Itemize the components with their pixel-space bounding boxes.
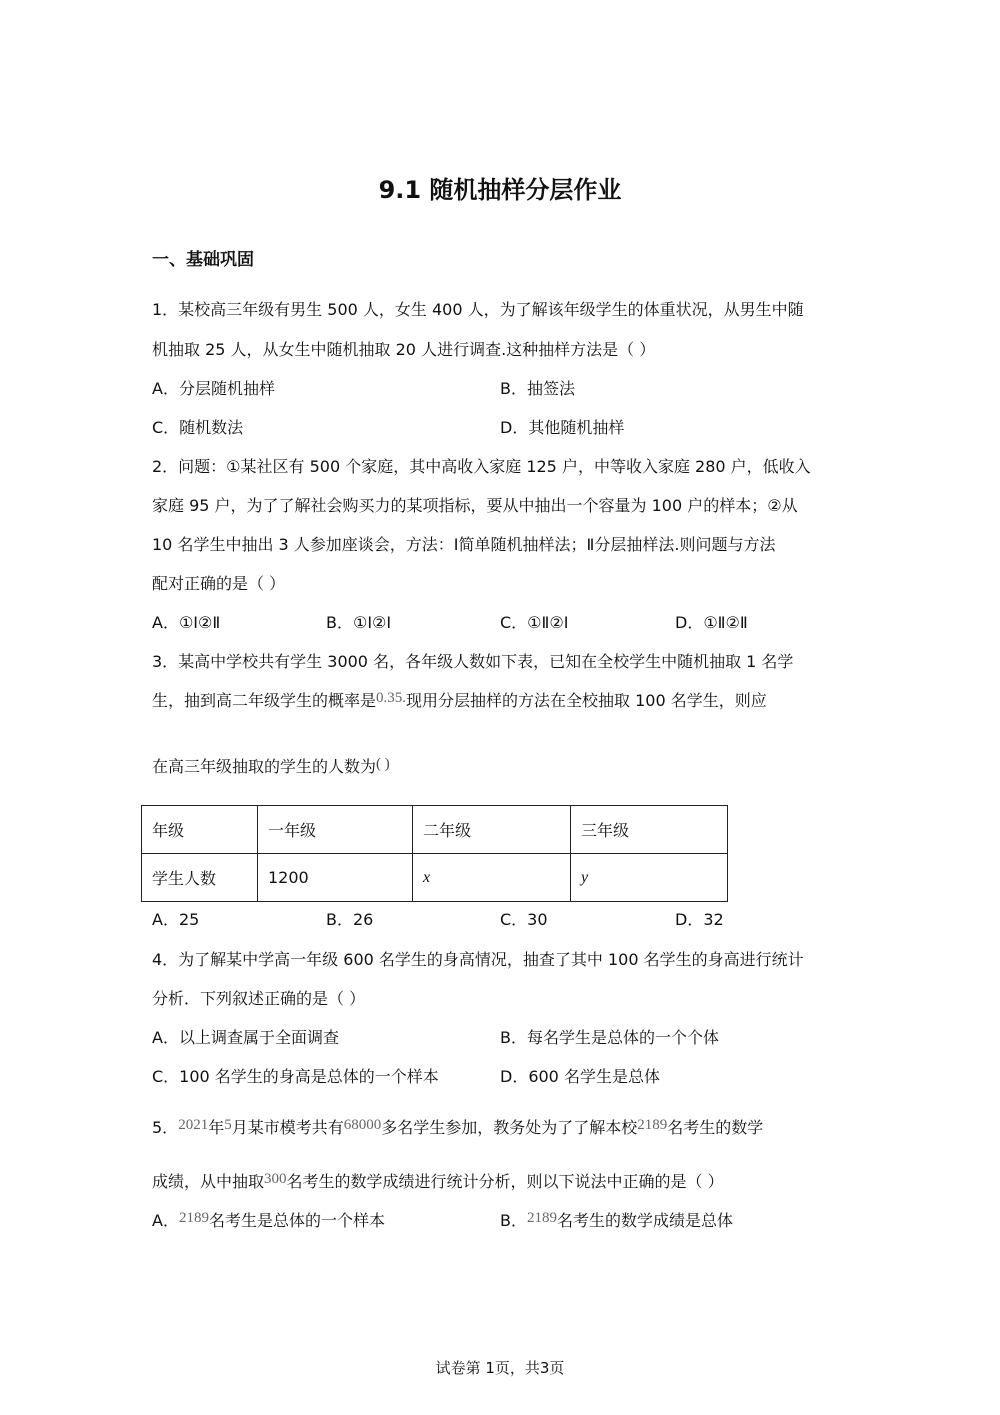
- q3-stem-line1: 3．某高中学校共有学生 3000 名，各年级人数如下表，已知在全校学生中随机抽取 1 名学: [152, 652, 794, 671]
- q5-count: 68000: [343, 1117, 382, 1133]
- section-heading: 一、基础巩固: [152, 250, 254, 270]
- table-header-row: [142, 806, 728, 854]
- q4-stem-line1: 4．为了解某中学高一年级 600 名学生的身高情况，抽查了其中 100 名学生的身高进行统计: [152, 950, 804, 969]
- q3-option-c: C．30: [500, 910, 548, 929]
- q4-option-b: B．每名学生是总体的一个个体: [500, 1028, 719, 1047]
- q5-stem-line2: [152, 1172, 724, 1193]
- q4-option-c: C．100 名学生的身高是总体的一个样本: [152, 1067, 439, 1086]
- table-cell: y: [571, 854, 728, 902]
- q3-option-a: A．25: [152, 910, 200, 929]
- q1-option-c: C．随机数法: [152, 418, 244, 437]
- q2-stem-line4: 配对正确的是（ ）: [152, 574, 286, 593]
- q1-option-a: A．分层随机抽样: [152, 379, 275, 398]
- q5-school-count: 2189: [637, 1117, 668, 1133]
- q5-text-1: 年: [208, 1118, 225, 1137]
- q4-option-a: A．以上调查属于全面调查: [152, 1028, 339, 1047]
- q3-stem-line2-b: 现用分层抽样的方法在全校抽取 100 名学生，则应: [406, 691, 767, 710]
- q1-stem-line2: 机抽取 25 人，从女生中随机抽取 20 人进行调查.这种抽样方法是（ ）: [152, 340, 656, 359]
- q5-option-b: [500, 1211, 733, 1232]
- page-footer: 试卷第 1页，共3页: [435, 1359, 565, 1377]
- q3-stem-line2: [152, 691, 767, 712]
- q4-option-d: D．600 名学生是总体: [500, 1067, 660, 1086]
- q4-stem-line2: 分析．下列叙述正确的是（ ）: [152, 989, 366, 1008]
- q2-option-d: D．①Ⅱ②Ⅱ: [675, 613, 748, 632]
- q5-option-b-label: B．: [500, 1211, 527, 1230]
- q5-option-b-number: 2189: [526, 1210, 557, 1226]
- q1-option-d: D．其他随机抽样: [500, 418, 625, 437]
- q5-number: 5．: [152, 1118, 179, 1137]
- table-cell: 二年级: [413, 806, 571, 854]
- q2-stem-line3: 10 名学生中抽出 3 人参加座谈会，方法：Ⅰ简单随机抽样法；Ⅱ分层抽样法.则问题与方法: [152, 535, 776, 554]
- table-cell: 学生人数: [142, 854, 258, 902]
- table-row: [142, 854, 728, 902]
- q2-option-c: C．①Ⅱ②Ⅰ: [500, 613, 569, 632]
- q5-text-2: 月某市模考共有: [231, 1118, 344, 1137]
- q3-stem-line3-text: 在高三年级抽取的学生的人数为: [152, 757, 377, 776]
- q3-option-d: D．32: [675, 910, 724, 929]
- q5-text-6: 名考生的数学成绩进行统计分析，则以下说法中正确的是（ ）: [286, 1172, 724, 1191]
- q5-stem-line1: [152, 1118, 763, 1139]
- table-cell: x: [413, 854, 571, 902]
- q5-year: 2021: [178, 1117, 209, 1133]
- table-cell: 一年级: [258, 806, 413, 854]
- q3-stem-line3: [152, 757, 390, 778]
- q5-text-3: 多名学生参加，教务处为了了解本校: [381, 1118, 638, 1137]
- q3-stem-line2-a: 生，抽到高二年级学生的概率是: [152, 691, 377, 710]
- table-cell: 1200: [258, 854, 413, 902]
- q5-option-a-text: 名考生是总体的一个样本: [208, 1211, 385, 1230]
- q5-sample-count: 300: [264, 1171, 287, 1187]
- q5-month: 5: [224, 1117, 232, 1133]
- q3-probability: 0.35.: [376, 690, 407, 706]
- q2-option-a: A．①Ⅰ②Ⅱ: [152, 613, 221, 632]
- q5-option-a-label: A．: [152, 1211, 179, 1230]
- q2-stem-line2: 家庭 95 户，为了了解社会购买力的某项指标，要从中抽出一个容量为 100 户的样本；②从: [152, 496, 798, 515]
- q5-option-b-text: 名考生的数学成绩是总体: [556, 1211, 733, 1230]
- table-cell: 三年级: [571, 806, 728, 854]
- q2-stem-line1: 2．问题：①某社区有 500 个家庭，其中高收入家庭 125 户，中等收入家庭 280 户，低收入: [152, 457, 811, 476]
- grade-table: [141, 805, 728, 902]
- q5-text-5: 成绩，从中抽取: [152, 1172, 265, 1191]
- q5-option-a-number: 2189: [178, 1210, 209, 1226]
- q1-option-b: B．抽签法: [500, 379, 575, 398]
- q1-stem-line1: 1．某校高三年级有男生 500 人，女生 400 人，为了解该年级学生的体重状况，从男生中随: [152, 300, 804, 319]
- q5-option-a: [152, 1211, 385, 1232]
- q5-text-4: 名考生的数学: [667, 1118, 764, 1137]
- q2-option-b: B．①Ⅰ②Ⅰ: [326, 613, 392, 632]
- q3-option-b: B．26: [326, 910, 374, 929]
- page-title: 9.1 随机抽样分层作业: [378, 176, 622, 204]
- table-cell: 年级: [142, 806, 258, 854]
- q3-answer-paren: ( ): [376, 756, 390, 772]
